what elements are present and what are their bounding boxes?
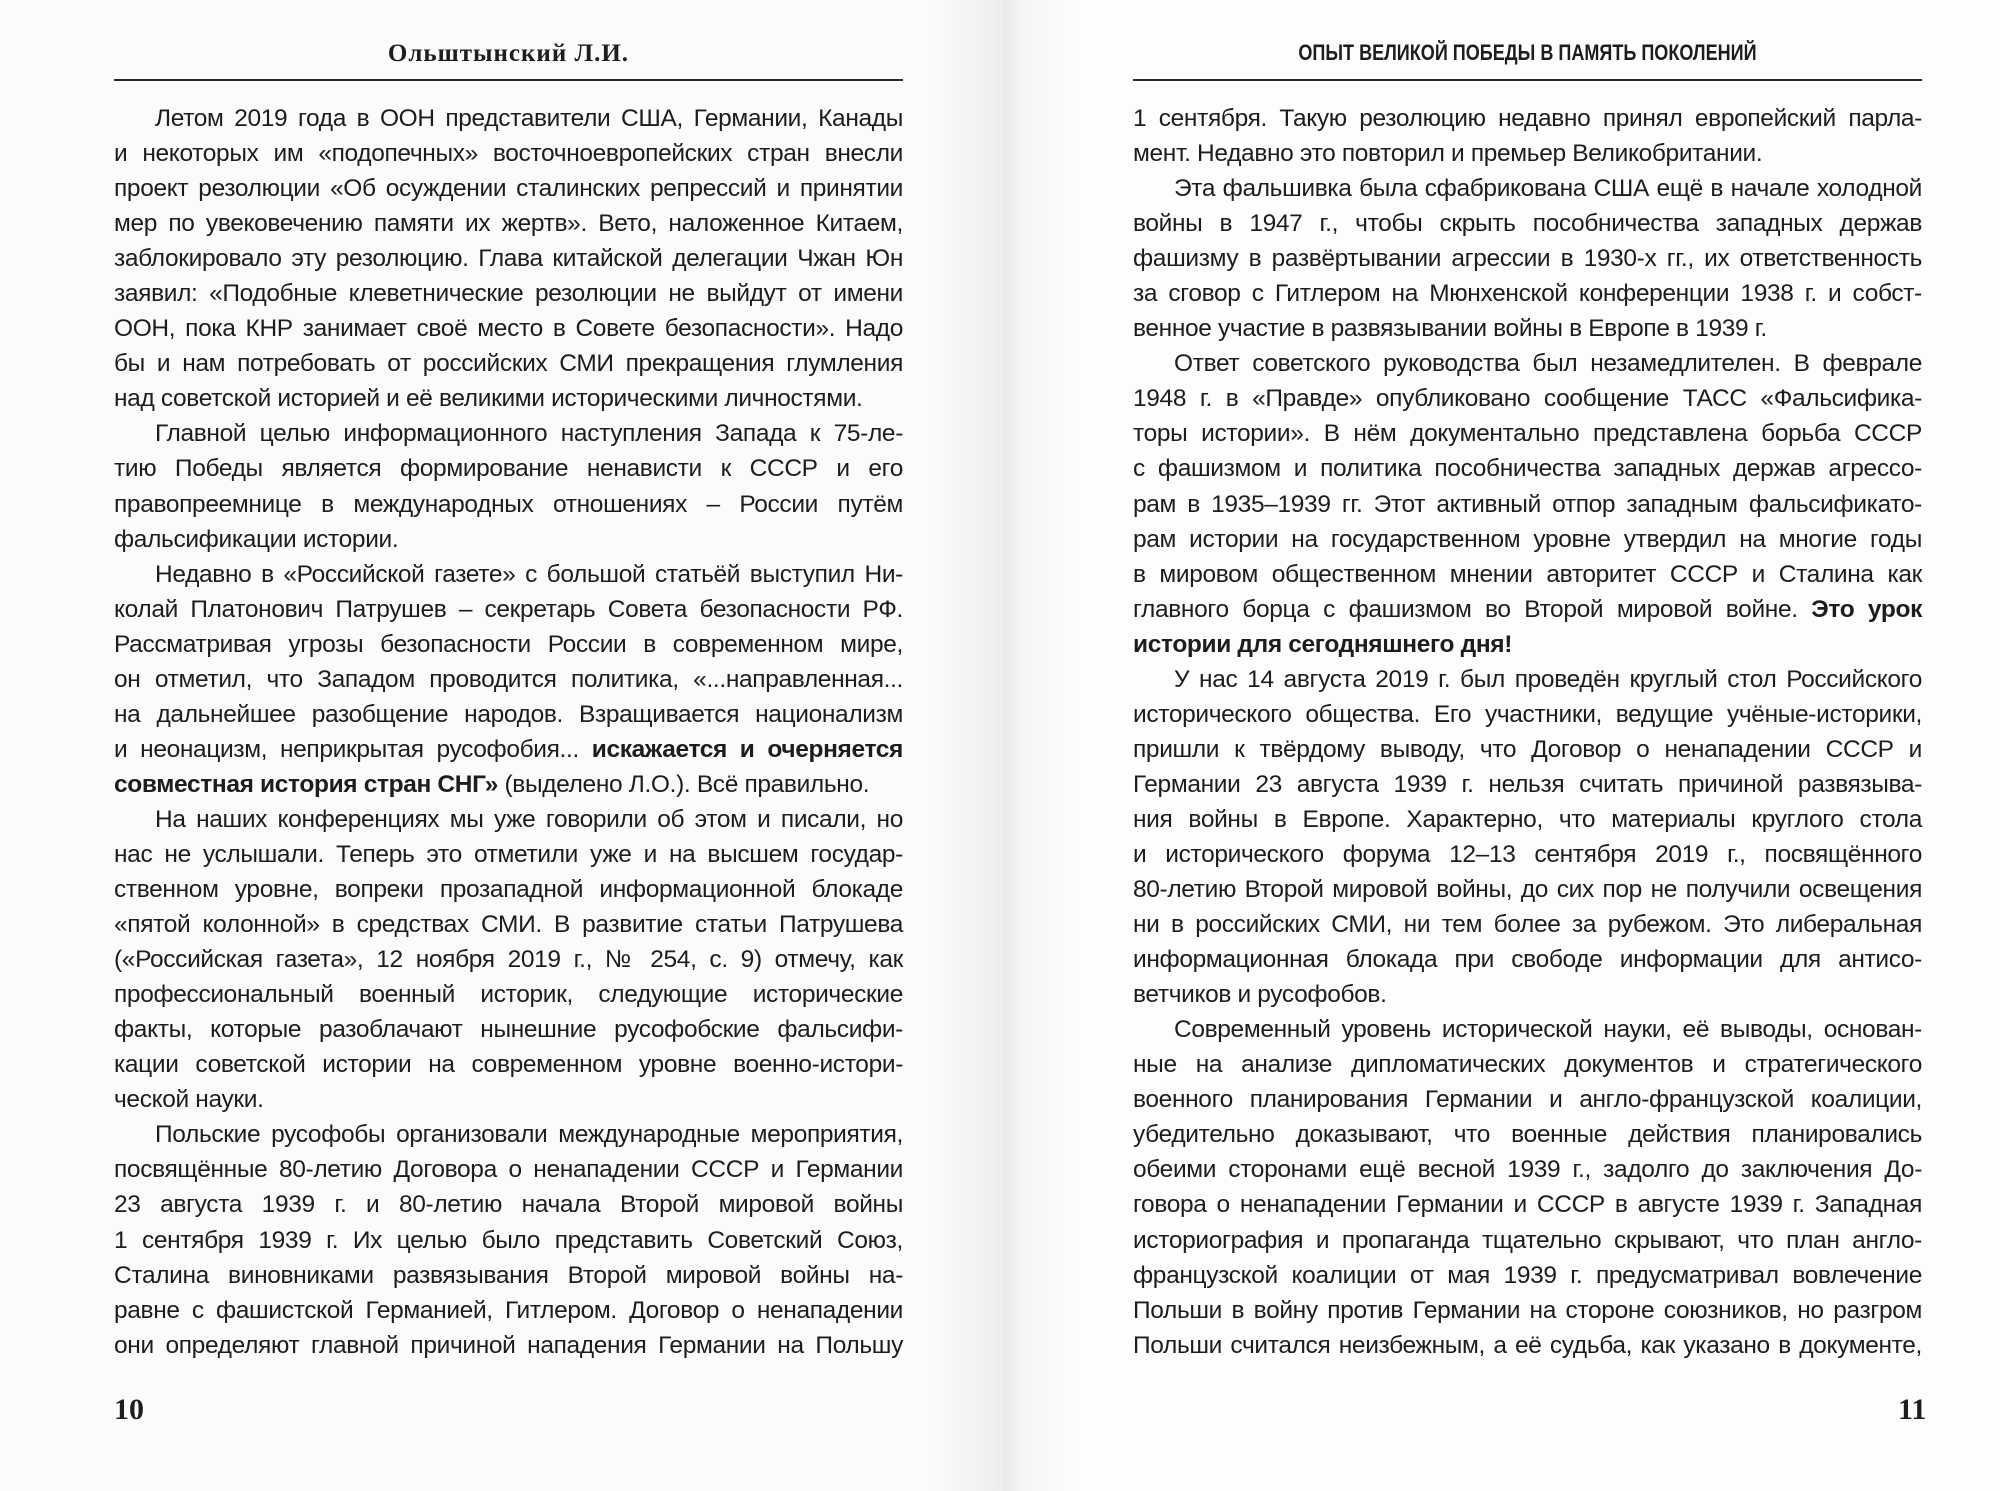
text-line (1133, 592, 1922, 627)
text-line: Германии 23 августа 1939 г. нельзя считать причиной развязыва- (1133, 770, 1922, 798)
text-line: На наших конференциях мы уже говорили об этом и писали, но (155, 805, 903, 833)
header-rule (1133, 79, 1922, 81)
page-number: 11 (1898, 1393, 1927, 1426)
text-line: заблокировало эту резолюцию. Глава китайской делегации Чжан Юн (114, 245, 903, 273)
text-line: пришли к твёрдому выводу, что Договор о ненападении СССР и (1133, 735, 1922, 763)
text-line: «пятой колонной» в средствах СМИ. В развитие статьи Патрушева (114, 911, 903, 939)
text-line: колай Платонович Патрушев – секретарь Совета безопасности РФ. (114, 595, 903, 623)
text-line: 1948 г. в «Правде» опубликовано сообщение ТАСС «Фальсифика- (1133, 385, 1922, 413)
text-line: фальсификации истории. (114, 525, 399, 553)
text-line: 1 сентября. Такую резолюцию недавно принял европейский парла- (1133, 105, 1922, 132)
text-line: Эта фальшивка была сфабрикована США ещё в начале холодной (1174, 175, 1922, 203)
text-line: Польши в войну против Германии на стороне союзников, но разгром (1133, 1296, 1922, 1324)
text-line: рам истории на государственном уровне утвердил на многие годы (1133, 525, 1922, 553)
bold-emphasis: истории для сегодняшнего дня! (1133, 630, 1513, 658)
text-line: профессиональный военный историк, следующие исторические (114, 981, 903, 1009)
text-line: исторического общества. Его участники, ведущие учёные-историки, (1133, 700, 1922, 728)
running-header-title: ОПЫТ ВЕЛИКОЙ ПОБЕДЫ В ПАМЯТЬ ПОКОЛЕНИЙ (1298, 40, 1757, 65)
text-line: ные на анализе дипломатических документов и стратегического (1133, 1051, 1922, 1079)
text-line: убедительно доказывают, что военные действия планировались (1133, 1121, 1922, 1149)
text-line: ческой науки. (114, 1086, 264, 1114)
text-line: факты, которые разоблачают нынешние русофобские фальсифи- (114, 1016, 903, 1044)
text-line: торы истории». В нём документально представлена борьба СССР (1133, 420, 1922, 448)
text-line: ООН, пока КНР занимает своё место в Совете безопасности». Надо (114, 315, 903, 343)
text-line: с фашизмом и политика пособничества западных держав агрессо- (1133, 455, 1922, 483)
text-line: равне с фашистской Германией, Гитлером. Договор о ненападении (114, 1296, 903, 1324)
bold-emphasis: Это урок (1811, 595, 1923, 623)
paragraph (1133, 1012, 1922, 1362)
bold-emphasis: искажается и очерняется (591, 735, 903, 763)
text-line: войны в 1947 г., чтобы скрыть пособничества западных держав (1133, 210, 1922, 238)
text-line: кации советской истории на современном уровне военно-истори- (114, 1051, 903, 1079)
text-line: ния войны в Европе. Характерно, что материалы круглого стола (1133, 805, 1922, 833)
text-run: (выделено Л.О.). Всё правильно. (498, 770, 870, 798)
running-header-author: Ольштынский Л.И. (387, 40, 630, 67)
text-line: ветчиков и русофобов. (1133, 981, 1387, 1009)
text-line: и исторического форума 12–13 сентября 2019 г., посвящённого (1133, 840, 1922, 868)
text-line: Недавно в «Российской газете» с большой статьёй выступил Ни- (155, 560, 903, 588)
text-run: главного борца с фашизмом во Второй мировой войне. (1133, 595, 1812, 623)
text-line: 23 августа 1939 г. и 80-летию начала Второй мировой войны (114, 1191, 903, 1219)
text-line: ственном уровне, вопреки прозападной информационной блокаде (114, 876, 903, 904)
text-line: военного планирования Германии и англо-французской коалиции, (1133, 1086, 1922, 1114)
text-line: нас не услышали. Теперь это отметили уже и на высшем государ- (114, 840, 903, 868)
paragraph (114, 101, 903, 416)
paragraph (114, 557, 903, 802)
text-line (114, 767, 903, 802)
right-page (1000, 0, 2000, 1491)
text-line: заявил: «Подобные клеветнические резолюции не выйдут от имени (114, 280, 903, 308)
text-line: тию Победы является формирование ненависти к СССР и его (114, 455, 903, 483)
page-number: 10 (114, 1393, 144, 1426)
text-line: в мировом общественном мнении авторитет СССР и Сталина как (1133, 560, 1922, 588)
text-line: говора о ненападении Германии и СССР в августе 1939 г. Западная (1133, 1191, 1922, 1219)
text-line: фашизму в развёртывании агрессии в 1930-х гг., их ответственность (1133, 245, 1922, 273)
text-line: венное участие в развязывании войны в Европе в 1939 г. (1133, 315, 1767, 343)
paragraph (114, 802, 903, 1117)
text-line: Польские русофобы организовали международные мероприятия, (155, 1121, 903, 1149)
text-line: они определяют главной причиной нападения Германии на Польшу (114, 1331, 903, 1359)
text-line: мер по увековечению памяти их жертв». Вето, наложенное Китаем, (114, 210, 903, 238)
header-rule (114, 79, 903, 81)
text-line: рам в 1935–1939 гг. Этот активный отпор западным фальсификато- (1133, 490, 1922, 518)
paragraph (1133, 171, 1922, 346)
text-line: У нас 14 августа 2019 г. был проведён круглый стол Российского (1174, 665, 1922, 693)
page-body (1133, 101, 1922, 1363)
bold-emphasis: совместная история стран СНГ» (114, 770, 499, 798)
paragraph (1133, 346, 1922, 661)
text-line: Летом 2019 года в ООН представители США, Германии, Канады (155, 105, 903, 132)
text-line: проект резолюции «Об осуждении сталинских репрессий и принятии (114, 175, 903, 203)
text-line (114, 732, 903, 767)
text-line: Польши считался неизбежным, а её судьба, как указано в документе, (1133, 1331, 1922, 1359)
text-line: 80-летию Второй мировой войны, до сих пор не получили освещения (1133, 876, 1922, 904)
paragraph (1133, 662, 1922, 1012)
text-line: 1 сентября 1939 г. Их целью было представить Советский Союз, (114, 1226, 903, 1254)
text-line (1133, 627, 1922, 662)
text-line: Современный уровень исторической науки, её выводы, основан- (1174, 1016, 1922, 1044)
text-line: правопреемнице в международных отношениях – России путём (114, 490, 903, 518)
text-line: историография и пропаганда тщательно скрывают, что план англо- (1133, 1226, 1922, 1254)
paragraph (114, 1117, 903, 1362)
text-line: Сталина виновниками развязывания Второй мировой войны на- (114, 1261, 903, 1289)
text-line: бы и нам потребовать от российских СМИ прекращения глумления (114, 350, 903, 378)
text-line: за сговор с Гитлером на Мюнхенской конференции 1938 г. и собст- (1133, 280, 1922, 308)
text-line: Ответ советского руководства был незамедлителен. В феврале (1174, 350, 1922, 378)
text-run: и неонацизм, неприкрытая русофобия... (114, 735, 592, 763)
text-line: на дальнейшее разобщение народов. Взращивается национализм (114, 700, 903, 728)
text-line: («Российская газета», 12 ноября 2019 г., № 254, с. 9) отмечу, как (114, 946, 903, 974)
text-line: он отметил, что Западом проводится политика, «...направленная... (114, 665, 903, 693)
text-line: обеими сторонами ещё весной 1939 г., задолго до заключения До- (1133, 1156, 1922, 1184)
text-line: информационная блокада при свободе информации для антисо- (1133, 946, 1922, 974)
book-gutter-shadow (930, 0, 1080, 1491)
paragraph (1133, 101, 1922, 171)
text-line: посвящённые 80-летию Договора о ненападении СССР и Германии (114, 1156, 903, 1184)
text-line: мент. Недавно это повторил и премьер Великобритании. (1133, 140, 1763, 168)
paragraph (114, 416, 903, 556)
text-line: над советской историей и её великими историческими личностями. (114, 385, 863, 413)
text-line: французской коалиции от мая 1939 г. предусматривал вовлечение (1133, 1261, 1922, 1289)
page-body (114, 101, 903, 1363)
text-line: и некоторых им «подопечных» восточноевропейских стран внесли (114, 140, 903, 168)
text-line: ни в российских СМИ, ни тем более за рубежом. Это либеральная (1133, 911, 1922, 939)
text-line: Главной целью информационного наступления Запада к 75-ле- (155, 420, 903, 448)
text-line: Рассматривая угрозы безопасности России в современном мире, (114, 630, 903, 658)
